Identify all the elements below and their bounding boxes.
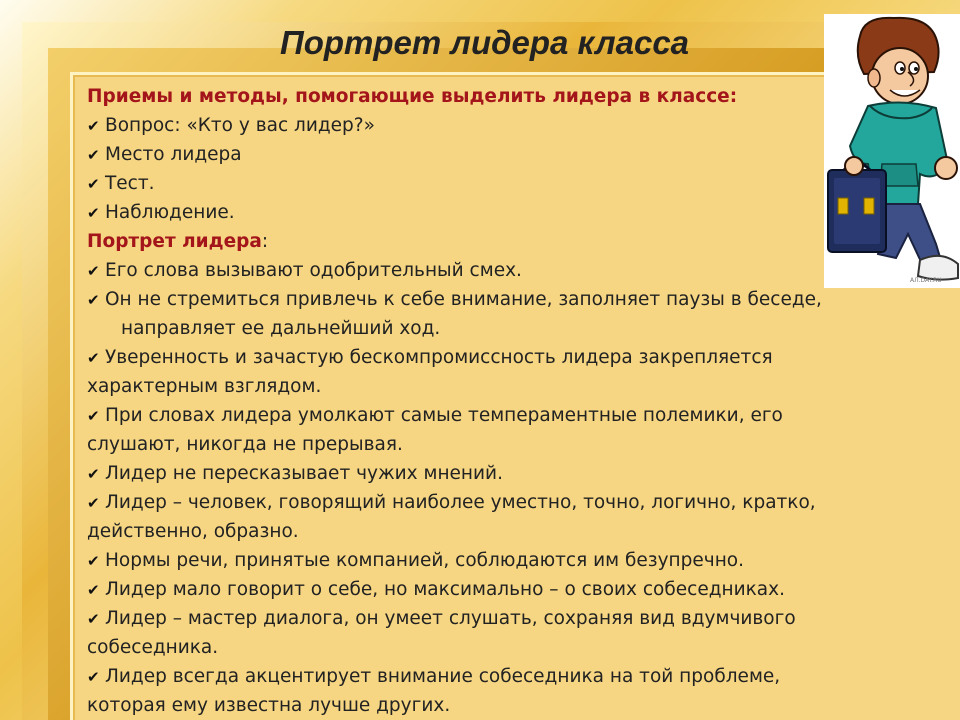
list-item-text: Лидер не пересказывает чужих мнений.	[105, 463, 503, 484]
list-item	[87, 604, 927, 633]
check-icon: ✔	[87, 581, 100, 599]
list-item	[87, 169, 927, 198]
list-item-text: Нормы речи, принятые компанией, соблюдаются им безупречно.	[105, 550, 744, 571]
check-icon: ✔	[87, 262, 100, 280]
list-item-text: Его слова вызывают одобрительный смех.	[105, 260, 522, 281]
list-item	[87, 575, 927, 604]
check-icon: ✔	[87, 465, 100, 483]
check-icon: ✔	[87, 610, 100, 628]
list-item	[87, 111, 927, 140]
check-icon: ✔	[87, 349, 100, 367]
list-item	[87, 459, 927, 488]
list-item	[87, 662, 927, 691]
list-item-continuation: собеседника.	[87, 637, 219, 658]
check-icon: ✔	[87, 407, 100, 425]
check-icon: ✔	[87, 146, 100, 164]
list-item	[87, 285, 927, 314]
slide-title: Портрет лидера класса	[280, 24, 690, 61]
check-icon: ✔	[87, 291, 100, 309]
student-with-briefcase-illustration	[824, 14, 960, 288]
slide-content	[87, 82, 927, 720]
list-item-text: Уверенность и зачастую бескомпромиссность лидера закрепляется	[105, 347, 773, 368]
list-item-continuation: слушают, никогда не прерывая.	[87, 434, 403, 455]
portrait-heading: Портрет лидера	[87, 231, 262, 252]
list-item-text: Место лидера	[105, 144, 242, 165]
list-item	[87, 256, 927, 285]
list-item-text: Лидер – мастер диалога, он умеет слушать, сохраняя вид вдумчивого	[105, 608, 796, 629]
portrait-heading-colon: :	[261, 231, 269, 252]
list-item-continuation: которая ему известна лучше других.	[87, 695, 451, 716]
check-icon: ✔	[87, 117, 100, 135]
list-item	[87, 546, 927, 575]
list-item	[87, 401, 927, 430]
list-item-continuation: характерным взглядом.	[87, 376, 322, 397]
list-item-text: Лидер мало говорит о себе, но максимально – о своих собеседниках.	[105, 579, 785, 600]
check-icon: ✔	[87, 175, 100, 193]
list-item-text: Лидер – человек, говорящий наиболее уместно, точно, логично, кратко,	[105, 492, 816, 513]
list-item-text: Вопрос: «Кто у вас лидер?»	[105, 115, 375, 136]
illustration-watermark: АЛ.DAY.RU	[910, 277, 942, 284]
list-item	[87, 343, 927, 372]
student-illustration-svg	[824, 14, 960, 288]
check-icon: ✔	[87, 668, 100, 686]
list-item-text: При словах лидера умолкают самые темпераментные полемики, его	[105, 405, 783, 426]
list-item-continuation: действенно, образно.	[87, 521, 299, 542]
list-item-text: Лидер всегда акцентирует внимание собеседника на той проблеме,	[105, 666, 781, 687]
check-icon: ✔	[87, 552, 100, 570]
list-item	[87, 488, 927, 517]
check-icon: ✔	[87, 204, 100, 222]
list-item-text: Он не стремиться привлечь к себе внимание, заполняет паузы в беседе,	[105, 289, 822, 310]
list-item	[87, 198, 927, 227]
list-item-text: Наблюдение.	[105, 202, 235, 223]
check-icon: ✔	[87, 494, 100, 512]
list-item-continuation: направляет ее дальнейший ход.	[121, 318, 441, 339]
methods-heading: Приемы и методы, помогающие выделить лидера в классе:	[87, 86, 738, 107]
list-item	[87, 140, 927, 169]
portrait-heading-line	[87, 227, 927, 256]
list-item-text: Тест.	[105, 173, 155, 194]
